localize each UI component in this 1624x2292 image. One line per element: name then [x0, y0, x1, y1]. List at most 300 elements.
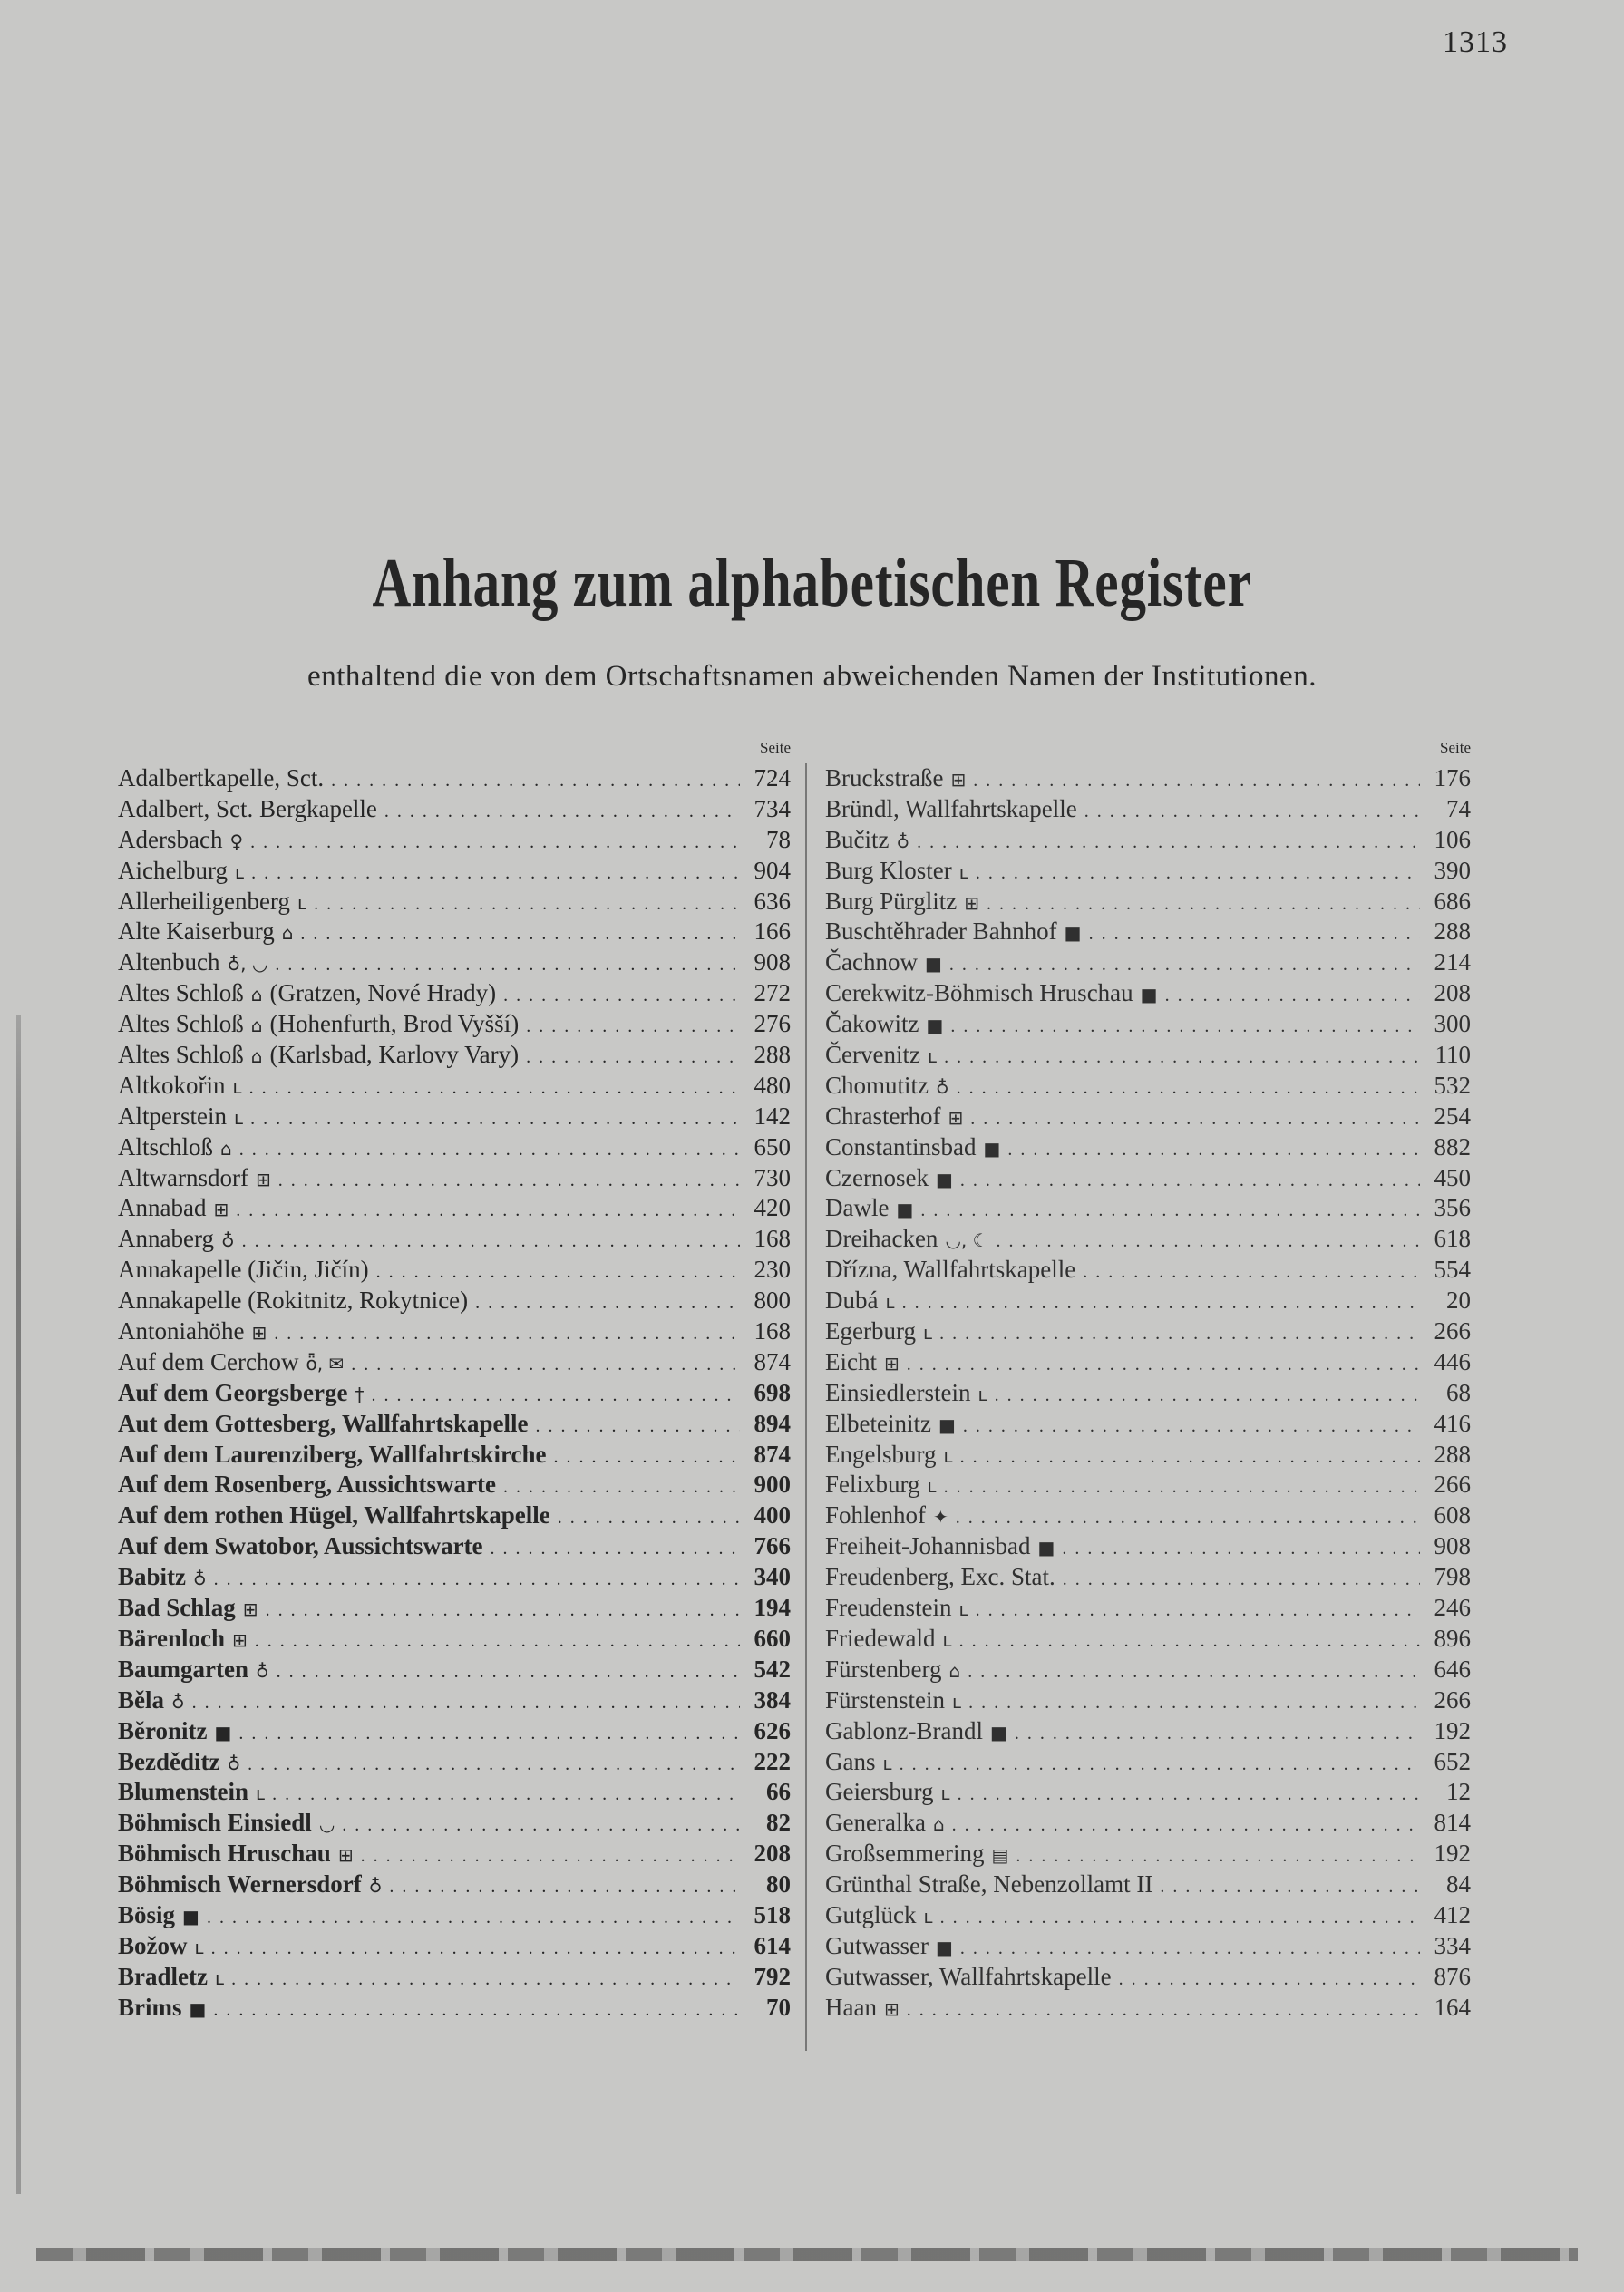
entry-symbols [950, 765, 966, 796]
dot-leader [950, 1012, 1420, 1043]
entry-symbols [195, 1933, 204, 1964]
index-entry [825, 1224, 1471, 1255]
entry-name: Čachnow [825, 948, 918, 976]
entry-name: Egerburg [825, 1317, 916, 1345]
dot-leader [238, 1719, 740, 1750]
entry-name: Běronitz [118, 1716, 208, 1744]
entry-name: Babitz [118, 1563, 187, 1591]
castle-icon: ⌂ [281, 922, 294, 945]
entry-name: Annaberg [118, 1225, 214, 1253]
index-entry [118, 1870, 791, 1900]
station-filled-icon: ■ [926, 1015, 944, 1037]
entry-page: 814 [1434, 1809, 1471, 1837]
station-icon: ⊞ [213, 1199, 229, 1221]
station-filled-icon: ■ [214, 1721, 232, 1743]
entry-page: 904 [754, 856, 791, 884]
entry-symbols [256, 1165, 271, 1196]
dot-leader [300, 919, 740, 950]
entry-symbols [984, 1134, 1001, 1165]
dot-leader [957, 1073, 1420, 1104]
dot-leader [995, 1381, 1420, 1412]
index-entry [825, 1102, 1471, 1132]
ruin-icon: ʟ [927, 1045, 938, 1068]
entry-symbols [936, 1933, 953, 1964]
entry-symbols [297, 889, 306, 919]
dot-leader [361, 1841, 740, 1872]
entry-symbols [171, 1687, 185, 1718]
dot-leader [248, 1750, 740, 1781]
dot-leader [250, 1104, 740, 1135]
dot-leader [959, 1627, 1420, 1657]
column-header-seite: Seite [760, 739, 791, 756]
entry-name: Adalbert, Sct. Bergkapelle [118, 794, 377, 822]
dot-leader [558, 1503, 740, 1534]
entry-name: Chrasterhof [825, 1102, 941, 1130]
dot-leader [275, 950, 740, 981]
entry-symbols [991, 1840, 1008, 1871]
dot-leader [963, 1412, 1420, 1442]
posthorn-icon: ◡ [251, 953, 268, 976]
dot-leader [211, 1934, 740, 1965]
entry-symbols [896, 827, 909, 858]
entry-page: 626 [754, 1716, 791, 1744]
station-icon: ⊞ [950, 769, 967, 791]
index-entry [118, 1777, 791, 1808]
column-divider [805, 763, 807, 2051]
dot-leader [250, 828, 740, 859]
entry-name: Adersbach [118, 825, 223, 853]
entry-name: Bradletz [118, 1962, 208, 1990]
index-entry [825, 825, 1471, 856]
dot-leader [331, 766, 740, 797]
entry-name: Altschloß [118, 1132, 213, 1161]
church-outline-icon: ȫ [306, 1352, 317, 1374]
dot-leader [239, 1135, 740, 1166]
entry-page: 542 [754, 1655, 791, 1683]
entry-name: Bründl, Wallfahrtskapelle [825, 794, 1077, 822]
dot-leader [236, 1196, 740, 1227]
entry-page: 874 [754, 1347, 791, 1375]
entry-symbols [234, 1103, 243, 1134]
entry-page: 266 [1434, 1317, 1471, 1345]
entry-page: 646 [1434, 1655, 1471, 1683]
dot-leader [973, 766, 1420, 797]
index-entry [118, 1316, 791, 1347]
station-filled-icon: ■ [1037, 1537, 1055, 1559]
entry-name: Altperstein [118, 1102, 227, 1130]
entry-name: Gutwasser, Wallfahrtskapelle [825, 1962, 1112, 1990]
entry-symbols [958, 1595, 968, 1626]
index-entry [825, 1040, 1471, 1071]
entry-symbols [220, 1134, 232, 1165]
entry-page: 168 [754, 1225, 791, 1253]
entry-page: 356 [1434, 1194, 1471, 1222]
entry-page: 652 [1434, 1747, 1471, 1775]
index-entry [118, 1808, 791, 1839]
entry-page: 194 [754, 1594, 791, 1622]
dot-leader [944, 1043, 1420, 1073]
entry-name: Brims [118, 1993, 182, 2021]
entry-symbols [256, 1779, 265, 1810]
entry-symbols [885, 1287, 894, 1318]
index-column-right [825, 733, 1471, 2024]
dot-leader [371, 1381, 740, 1412]
dot-leader [554, 1442, 741, 1473]
entry-symbols [229, 827, 243, 858]
station-icon: ⊞ [232, 1628, 248, 1651]
entry-page: 416 [1434, 1409, 1471, 1437]
scan-edge-shadow [16, 1015, 21, 2194]
index-entry [825, 1931, 1471, 1962]
ruin-icon: ʟ [882, 1752, 892, 1774]
entry-page: 876 [1434, 1962, 1471, 1990]
entry-symbols [232, 1626, 248, 1656]
entry-page: 110 [1434, 1041, 1471, 1069]
dot-leader [997, 1227, 1420, 1258]
index-entry [118, 947, 791, 978]
index-entry [825, 856, 1471, 887]
entry-symbols [977, 1380, 987, 1411]
entry-symbols [251, 1042, 263, 1073]
posthorn-icon: ◡ [318, 1813, 335, 1836]
entry-symbols [1141, 980, 1158, 1011]
index-entry [118, 1993, 791, 2024]
dot-leader [944, 1472, 1420, 1503]
dot-leader [902, 1288, 1420, 1319]
entry-page: 480 [754, 1071, 791, 1099]
entry-symbols [355, 1380, 364, 1411]
ruin-icon: ʟ [923, 1905, 933, 1928]
entry-name: Aut dem Gottesberg, Wallfahrtskapelle [118, 1409, 529, 1437]
dot-leader [535, 1412, 740, 1442]
entry-name: Altes Schloß [118, 1010, 244, 1038]
entry-page: 168 [754, 1317, 791, 1345]
index-entry [118, 1685, 791, 1716]
ruin-icon: ʟ [940, 1782, 950, 1805]
entry-page: 896 [1434, 1624, 1471, 1652]
index-entries-right [825, 763, 1471, 2024]
ruin-icon: ʟ [885, 1291, 895, 1314]
entry-page: 334 [1434, 1931, 1471, 1959]
entry-name: Dawle [825, 1194, 890, 1222]
index-entry [118, 1531, 791, 1562]
dot-leader [266, 1596, 740, 1627]
church-icon: ♁ [256, 1659, 269, 1682]
index-entry [825, 1500, 1471, 1531]
dot-leader [503, 1472, 740, 1503]
entry-page: 272 [754, 979, 791, 1007]
posthorn-icon: ◡ [945, 1229, 961, 1252]
entry-page: 66 [766, 1778, 791, 1806]
index-entry [825, 1470, 1471, 1500]
index-entry [825, 1839, 1471, 1870]
entry-page: 82 [766, 1809, 791, 1837]
dot-leader [968, 1688, 1420, 1719]
entry-page: 266 [1434, 1685, 1471, 1714]
index-entry [825, 1747, 1471, 1778]
entry-symbols [338, 1840, 354, 1871]
station-filled-icon: ■ [924, 953, 942, 976]
entry-name: Annakapelle (Rokitnitz, Rokytnice) [118, 1287, 469, 1315]
entry-name: Böhmisch Hruschau [118, 1840, 331, 1868]
index-entry [118, 887, 791, 918]
entry-symbols [190, 1995, 207, 2025]
entry-name: Gutglück [825, 1900, 917, 1928]
dot-leader [274, 1319, 740, 1350]
entry-page: 84 [1446, 1870, 1471, 1899]
dot-leader [956, 1503, 1420, 1534]
entry-symbols [883, 1749, 892, 1780]
ruin-icon: ʟ [234, 860, 245, 883]
entry-symbols [251, 1011, 263, 1042]
church-icon: ♁ [171, 1690, 185, 1713]
page-number: 1313 [1443, 25, 1508, 59]
index-entry [118, 1040, 791, 1071]
entry-symbols [369, 1871, 383, 1902]
station-icon: ⊞ [242, 1598, 258, 1621]
entry-name: Auf dem Rosenberg, Aussichtswarte [118, 1471, 496, 1499]
index-entry [118, 1931, 791, 1962]
entry-page: 686 [1434, 887, 1471, 915]
castle-icon: ⌂ [250, 984, 263, 1006]
entry-name: Altes Schloß [118, 979, 244, 1007]
church-icon: ♁ [227, 953, 241, 976]
building-icon: ▤ [991, 1844, 1009, 1867]
entry-symbols [193, 1564, 207, 1595]
index-entry [825, 1286, 1471, 1316]
entry-name: Bučitz [825, 825, 890, 853]
entry-name: Freudenstein [825, 1594, 952, 1622]
entry-symbols [942, 1626, 951, 1656]
entry-name: Altkokořin [118, 1071, 226, 1099]
entry-symbols [282, 918, 294, 949]
index-entry [118, 1624, 791, 1655]
entry-name: Bruckstraße [825, 764, 944, 792]
dot-leader [900, 1750, 1420, 1781]
dot-leader [1084, 797, 1420, 828]
entry-name: Friedewald [825, 1624, 936, 1652]
entry-name: Annakapelle (Jičin, Jičín) [118, 1256, 369, 1284]
index-column-left [118, 733, 791, 2024]
index-entry [825, 1316, 1471, 1347]
entry-page: 618 [1434, 1225, 1471, 1253]
entry-name: Eicht [825, 1347, 877, 1375]
entry-name: Burg Pürglitz [825, 887, 958, 915]
entry-page: 288 [1434, 918, 1471, 946]
entry-name: Dreihacken [825, 1225, 938, 1253]
entry-page: 70 [766, 1993, 791, 2021]
entry-page: 288 [1434, 1440, 1471, 1468]
entry-name: Fürstenberg [825, 1655, 942, 1683]
entry-symbols [884, 1995, 900, 2025]
station-filled-icon: ■ [182, 1905, 199, 1928]
dot-leader [987, 889, 1420, 920]
entry-symbols [964, 889, 979, 919]
scan-bottom-edge [36, 2248, 1578, 2261]
station-filled-icon: ■ [189, 1997, 207, 2020]
entry-name: Engelsburg [825, 1440, 937, 1468]
entry-name: Bösig [118, 1900, 176, 1928]
ruin-icon: ʟ [194, 1936, 204, 1958]
entry-symbols [182, 1902, 199, 1933]
ruin-icon: ʟ [922, 1322, 933, 1345]
entry-symbols [1065, 918, 1082, 949]
index-entry [825, 887, 1471, 918]
moon-icon: ☾ [972, 1229, 989, 1252]
entry-page: 390 [1434, 856, 1471, 884]
entry-symbols [215, 1964, 224, 1995]
entry-name: Cerekwitz-Böhmisch Hruschau [825, 979, 1133, 1007]
entry-qualifier: (Hohenfurth, Brod Vyšší) [269, 1010, 520, 1038]
index-entry [118, 1747, 791, 1778]
column-header-seite: Seite [1440, 739, 1471, 756]
entry-name: Blumenstein [118, 1778, 249, 1806]
index-entry [118, 978, 791, 1009]
entry-name: Auf dem rothen Hügel, Wallfahrtskapelle [118, 1501, 550, 1530]
entry-page: 222 [754, 1747, 791, 1775]
index-entries-left [118, 763, 791, 2024]
index-entry [825, 1562, 1471, 1593]
index-entry [118, 1839, 791, 1870]
entry-name: Auf dem Laurenziberg, Wallfahrtskirche [118, 1440, 547, 1468]
entry-symbols [924, 1902, 933, 1933]
entry-page: 192 [1434, 1716, 1471, 1744]
index-entry [118, 1593, 791, 1624]
entry-page: 20 [1446, 1287, 1471, 1315]
rock-icon: ♀ [229, 830, 244, 852]
dot-leader [192, 1688, 740, 1719]
entry-page: 214 [1434, 948, 1471, 976]
entry-symbols [214, 1718, 231, 1749]
entry-name: Burg Kloster [825, 856, 952, 884]
entry-page: 800 [754, 1287, 791, 1315]
entry-symbols [990, 1718, 1007, 1749]
dot-leader [526, 1043, 740, 1073]
dot-leader [1016, 1841, 1420, 1872]
index-entry [825, 1870, 1471, 1900]
entry-symbols [952, 1687, 961, 1718]
entry-page: 650 [754, 1132, 791, 1161]
entry-page: 532 [1434, 1071, 1471, 1099]
entry-page: 300 [1434, 1010, 1471, 1038]
index-entry [118, 1440, 791, 1471]
dot-leader [231, 1965, 740, 1996]
index-entry [118, 1193, 791, 1224]
dot-leader [389, 1872, 740, 1903]
entry-name: Gans [825, 1747, 876, 1775]
entry-page: 792 [754, 1962, 791, 1990]
entry-symbols [213, 1195, 229, 1226]
dot-leader [526, 1012, 740, 1043]
entry-qualifier: (Gratzen, Nové Hrady) [269, 979, 497, 1007]
entry-page: 874 [754, 1440, 791, 1468]
entry-name: Auf dem Swatobor, Aussichtswarte [118, 1532, 483, 1560]
station-icon: ⊞ [255, 1168, 271, 1190]
castle-icon: ⌂ [250, 1015, 263, 1037]
ruin-icon: ʟ [214, 1967, 225, 1989]
entry-page: 254 [1434, 1102, 1471, 1130]
entry-page: 266 [1434, 1471, 1471, 1499]
entry-name: Bad Schlag [118, 1594, 236, 1622]
entry-symbols [896, 1195, 913, 1226]
page-title: Anhang zum alphabetischen Register [372, 545, 1252, 621]
entry-symbols [928, 1042, 937, 1073]
church-icon: ♁ [896, 830, 910, 852]
entry-page: 730 [754, 1163, 791, 1191]
ruin-icon: ʟ [952, 1690, 962, 1713]
index-entry [825, 1777, 1471, 1808]
entry-name: Auf dem Georgsberge [118, 1378, 348, 1406]
dot-leader [272, 1780, 740, 1811]
station-filled-icon: ■ [935, 1168, 953, 1190]
index-entry [825, 1163, 1471, 1194]
station-filled-icon: ■ [938, 1413, 956, 1436]
entry-symbols [936, 1073, 949, 1103]
index-entry [118, 1102, 791, 1132]
index-entry [118, 1071, 791, 1102]
entry-symbols [251, 980, 263, 1011]
entry-name: Alte Kaiserburg [118, 918, 275, 946]
dot-leader [255, 1627, 740, 1657]
entry-symbols [1037, 1533, 1055, 1564]
index-entry [118, 794, 791, 825]
entry-page: 78 [766, 825, 791, 853]
dot-leader [314, 889, 740, 920]
dot-leader [351, 1350, 740, 1381]
envelope-icon: ✉ [328, 1352, 345, 1374]
entry-page: 192 [1434, 1840, 1471, 1868]
index-entry [825, 1378, 1471, 1409]
dot-leader [1007, 1135, 1420, 1166]
dot-leader [242, 1227, 740, 1258]
index-entry [118, 917, 791, 947]
dot-leader [1063, 1565, 1420, 1596]
entry-name: Böhmisch Einsiedl [118, 1809, 312, 1837]
entry-symbols [256, 1656, 269, 1687]
index-entry [825, 1440, 1471, 1471]
dot-leader [968, 1657, 1420, 1688]
entry-page: 384 [754, 1685, 791, 1714]
entry-name: Buschtěhrader Bahnhof [825, 918, 1057, 946]
index-entry [118, 1255, 791, 1286]
entry-name: Běla [118, 1685, 164, 1714]
entry-symbols [227, 1749, 240, 1780]
entry-symbols [221, 1226, 235, 1257]
dot-leader [907, 1350, 1420, 1381]
dot-leader [960, 1166, 1420, 1197]
entry-page: 400 [754, 1501, 791, 1530]
ruin-icon: ʟ [297, 891, 307, 914]
index-entry [118, 1470, 791, 1500]
index-entry [118, 1378, 791, 1409]
entry-page: 208 [1434, 979, 1471, 1007]
dot-leader [960, 1442, 1420, 1473]
entry-symbols [933, 1810, 945, 1840]
dot-leader [503, 981, 740, 1012]
station-icon: ⊞ [964, 891, 980, 914]
entry-name: Böhmisch Wernersdorf [118, 1870, 362, 1899]
entry-name: Fürstenstein [825, 1685, 945, 1714]
dot-leader [1119, 1965, 1420, 1996]
entry-name: Červenitz [825, 1041, 920, 1069]
entry-page: 894 [754, 1409, 791, 1437]
entry-symbols [938, 1411, 956, 1442]
entry-name: Adalbertkapelle, Sct. [118, 764, 325, 792]
entry-symbols [936, 1165, 953, 1196]
index-entry [118, 1132, 791, 1163]
dot-leader [920, 1196, 1420, 1227]
entry-name: Freudenberg, Exc. Stat. [825, 1563, 1055, 1591]
